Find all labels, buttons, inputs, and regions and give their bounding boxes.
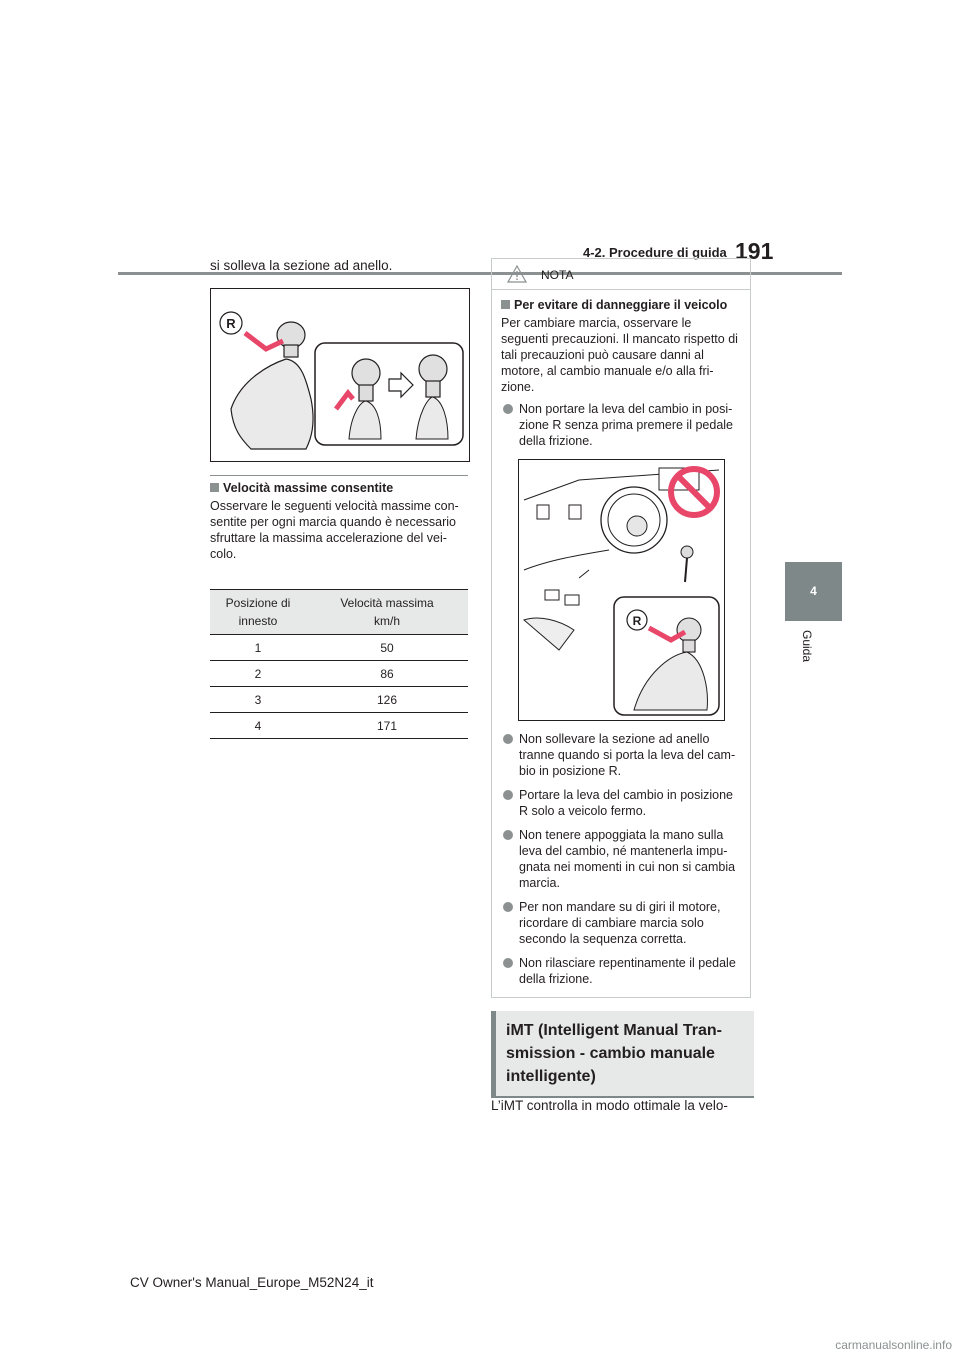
page-number: 191	[735, 238, 774, 264]
header-section-title: 4-2. Procedure di guida	[583, 245, 727, 260]
bullet-icon	[503, 734, 513, 744]
note-subtitle: Per evitare di danneggiare il veicolo	[501, 298, 741, 312]
section-title: Velocità massime consentite	[210, 481, 393, 495]
note-box	[491, 258, 751, 998]
note-list-item: Non rilasciare repentinamente il pedale della frizione.	[501, 955, 741, 987]
bullet-icon	[503, 958, 513, 968]
bullet-icon	[503, 790, 513, 800]
warning-icon	[507, 265, 527, 283]
gear-lever-illustration	[211, 289, 469, 461]
chapter-tab-label: Guida	[800, 630, 814, 663]
gear-lever-figure	[210, 288, 470, 462]
bullet-icon	[503, 902, 513, 912]
note-list-item: Non portare la leva del cambio in posi-zione R senza prima premere il pedale della frizione.	[501, 401, 741, 449]
table-header-gear: Posizione di innesto	[210, 590, 306, 635]
bullet-icon	[503, 830, 513, 840]
fig-label-r: R	[632, 614, 642, 628]
table-header-row	[210, 590, 468, 635]
chapter-tab[interactable]	[785, 562, 842, 621]
table-row: 2 86	[210, 661, 468, 687]
bullet-icon	[503, 404, 513, 414]
note-title: NOTA	[541, 268, 574, 282]
table-row: 1 50	[210, 635, 468, 661]
note-list-item: Per non mandare su di giri il motore, ricordare di cambiare marcia solo secondo la sequenza corretta.	[501, 899, 741, 947]
note-header	[492, 259, 750, 290]
speed-paragraph: Osservare le seguenti velocità massime con-sentite per ogni marcia quando è necessario sfruttare la massima accelerazione del vei-colo.	[210, 499, 459, 561]
note-list-item: Non sollevare la sezione ad anello tranne quando si porta la leva del cam-bio in posizione R.	[501, 731, 741, 779]
speed-table	[210, 589, 468, 739]
watermark: carmanualsonline.info	[835, 1338, 952, 1352]
note-intro: Per cambiare marcia, osservare le seguenti precauzioni. Il mancato rispetto di tali precauzioni può causare danni al motore, al cambio manuale e/o alla fri-zione.	[501, 316, 738, 394]
square-bullet-icon	[210, 483, 219, 492]
square-bullet-icon	[501, 300, 510, 309]
fig-label-r: R	[226, 316, 236, 331]
imt-section-heading	[491, 1011, 754, 1098]
speed-table-wrap	[210, 589, 468, 739]
note-list-item: Non tenere appoggiata la mano sulla leva del cambio, né mantenerla impu-gnata nei momenti in cui non si cambia marcia.	[501, 827, 741, 891]
note-list	[501, 731, 741, 987]
chapter-tab-number: 4	[810, 584, 817, 598]
imt-paragraph: L’iMT controlla in modo ottimale la velo-	[491, 1098, 728, 1113]
cockpit-figure	[518, 459, 725, 721]
section-divider	[210, 475, 468, 476]
note-list-item: Portare la leva del cambio in posizione R solo a veicolo fermo.	[501, 787, 741, 819]
table-header-speed: Velocità massima km/h	[306, 590, 468, 635]
note-body	[492, 290, 750, 987]
table-row: 4 171	[210, 713, 468, 739]
cockpit-illustration	[519, 460, 724, 720]
intro-text: si solleva la sezione ad anello.	[210, 258, 393, 273]
table-row: 3 126	[210, 687, 468, 713]
footer-text: CV Owner's Manual_Europe_M52N24_it	[130, 1275, 374, 1290]
imt-heading-text: iMT (Intelligent Manual Tran-smission - cambio manuale intelligente)	[506, 1022, 722, 1085]
